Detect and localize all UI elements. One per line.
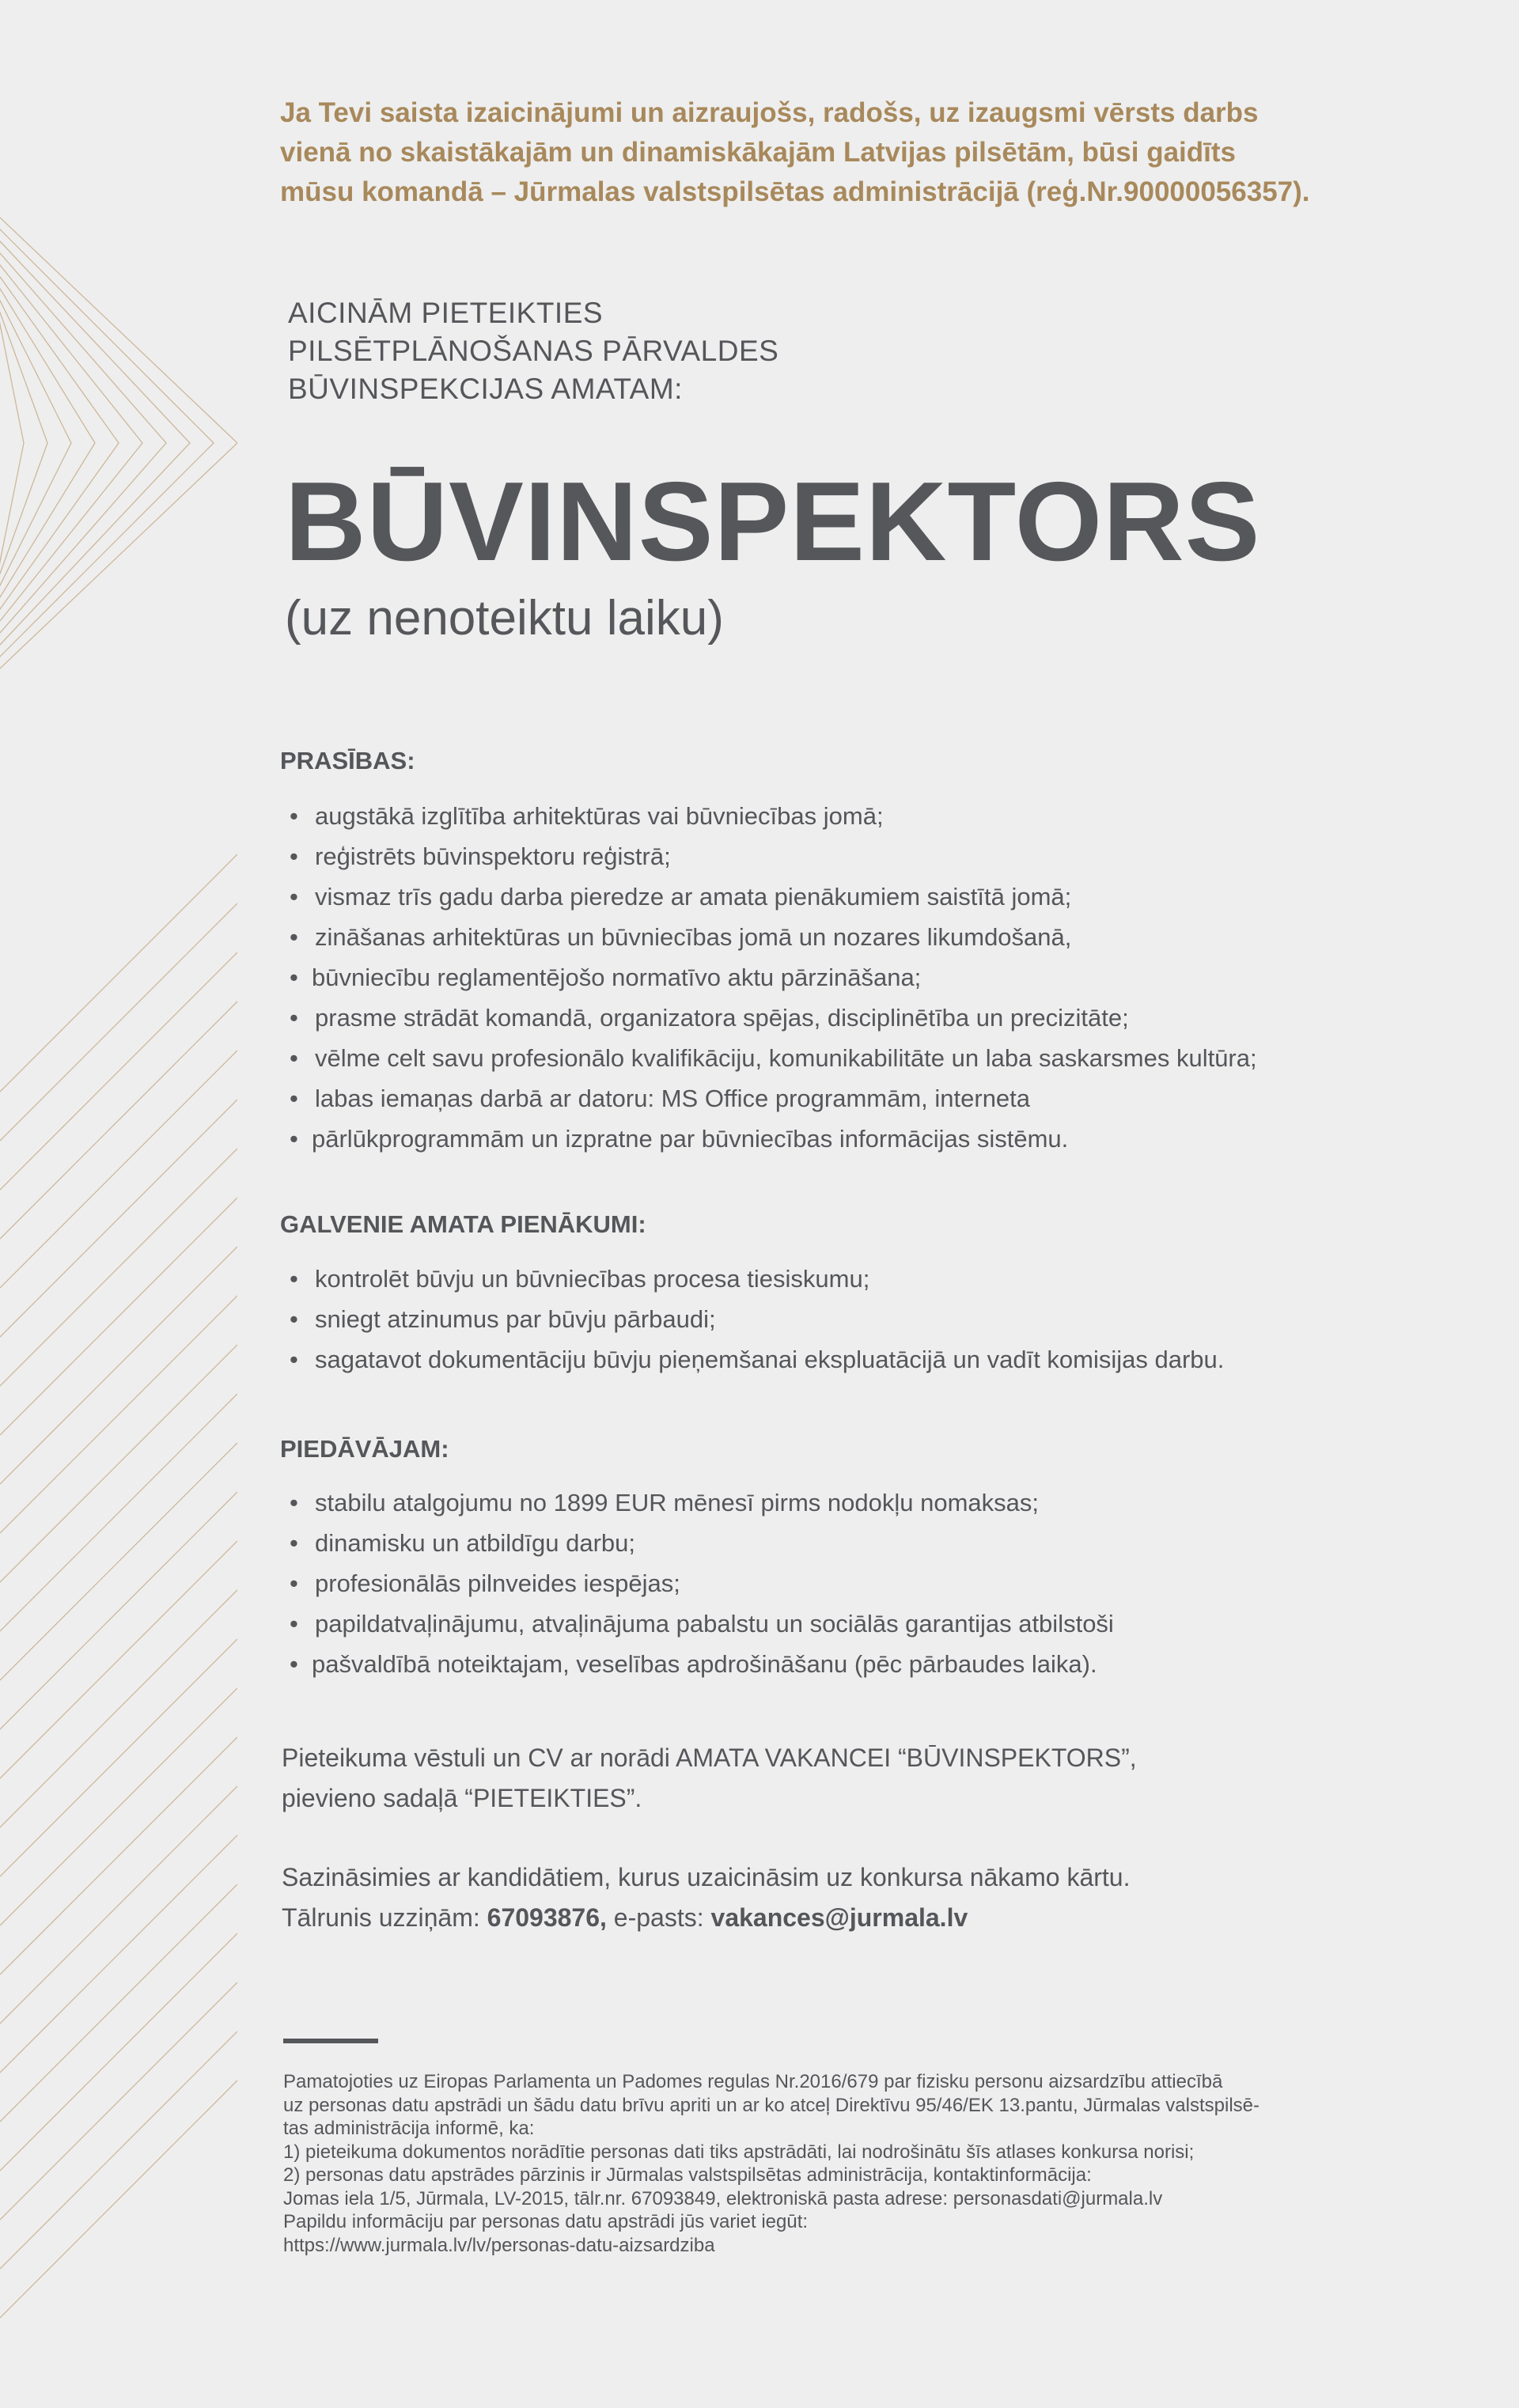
contact-info xyxy=(282,1857,1130,1938)
decorative-line xyxy=(0,1737,237,1974)
apply-line: pievieno sadaļā “PIETEIKTIES”. xyxy=(282,1784,642,1812)
privacy-line: Pamatojoties uz Eiropas Parlamenta un Padomes regulas Nr.2016/679 par fizisku personu aizsardzību attiecībā xyxy=(283,2071,1223,2092)
contact-details xyxy=(282,1898,1130,1938)
phone-number: 67093876, xyxy=(487,1903,607,1932)
apply-line: Pieteikuma vēstuli un CV ar norādi AMATA VAKANCEI “BŪVINSPEKTORS”, xyxy=(282,1744,1137,1772)
decorative-line xyxy=(0,2031,237,2269)
decorative-line xyxy=(0,16,214,870)
decorative-line xyxy=(0,63,166,823)
list-item: • profesionālās pilnveides iespējas; xyxy=(283,1563,1114,1603)
decorative-line xyxy=(0,1394,237,1631)
requirements-list xyxy=(283,796,1257,1159)
intro-text xyxy=(280,93,1467,212)
offer-list xyxy=(283,1482,1114,1684)
privacy-line: tas administrācija informē, ka: xyxy=(283,2118,535,2139)
decorative-line xyxy=(0,1933,237,2171)
apply-instructions xyxy=(282,1738,1137,1819)
decorative-line xyxy=(0,1149,237,1386)
decorative-line xyxy=(0,1296,237,1533)
decorative-line xyxy=(0,2080,237,2318)
list-item: • vēlme celt savu profesionālo kvalifikāciju, komunikabilitāte un laba saskarsmes kultūra; xyxy=(283,1038,1257,1078)
list-item: • sagatavot dokumentāciju būvju pieņemšanai ekspluatācijā un vadīt komisijas darbu. xyxy=(283,1339,1224,1380)
list-item-continuation: • būvniecību reglamentējošo normatīvo aktu pārzināšana; xyxy=(283,957,1257,998)
list-item: • vismaz trīs gadu darba pieredze ar amata pienākumiem saistītā jomā; xyxy=(283,876,1257,917)
list-item-continuation: • pārlūkprogrammām un izpratne par būvniecības informācijas sistēmu. xyxy=(283,1119,1257,1159)
list-item: • stabilu atalgojumu no 1899 EUR mēnesī pirms nodokļu nomaksas; xyxy=(283,1482,1114,1523)
list-item: • dinamisku un atbildīgu darbu; xyxy=(283,1523,1114,1563)
privacy-line: Papildu informāciju par personas datu apstrādi jūs variet iegūt: xyxy=(283,2211,809,2232)
privacy-line: Jomas iela 1/5, Jūrmala, LV-2015, tālr.nr. 67093849, elektroniskā pasta adrese: personasdati@jurmala.lv xyxy=(283,2187,1163,2209)
decorative-line xyxy=(0,1786,237,2024)
decorative-line xyxy=(0,1639,237,1876)
decorative-line xyxy=(0,1982,237,2220)
invite-line: PILSĒTPLĀNOŠANAS PĀRVALDES xyxy=(288,335,779,367)
position-subtitle: (uz nenoteiktu laiku) xyxy=(285,591,724,646)
decorative-line xyxy=(0,1247,237,1484)
decorative-chevron-pattern xyxy=(0,0,237,2408)
decorative-line xyxy=(0,952,237,1190)
list-item: • zināšanas arhitektūras un būvniecības jomā un nozares likumdošanā, xyxy=(283,917,1257,957)
decorative-line xyxy=(0,0,237,894)
decorative-line xyxy=(0,111,119,775)
privacy-line: https://www.jurmala.lv/lv/personas-datu-aizsardziba xyxy=(283,2234,715,2256)
list-item: • sniegt atzinumus par būvju pārbaudi; xyxy=(283,1299,1224,1339)
decorative-line xyxy=(0,1443,237,1680)
phone-label: Tālrunis uzziņām: xyxy=(282,1903,487,1932)
requirements-heading: PRASĪBAS: xyxy=(280,747,415,774)
decorative-line xyxy=(0,1100,237,1337)
decorative-line xyxy=(0,903,237,1141)
intro-line: vienā no skaistākajām un dinamiskākajām Latvijas pilsētām, būsi gaidīts xyxy=(280,137,1236,168)
decorative-line xyxy=(0,1590,237,1827)
privacy-notice xyxy=(283,2070,1260,2257)
decorative-line xyxy=(0,1492,237,1729)
intro-line: mūsu komandā – Jūrmalas valstspilsētas administrācijā (reģ.Nr.90000056357). xyxy=(280,176,1310,207)
privacy-line: 1) pieteikuma dokumentos norādītie personas dati tiks apstrādāti, lai nodrošinātu šīs atlases konkursa norisi; xyxy=(283,2141,1195,2163)
decorative-line xyxy=(0,1198,237,1435)
position-title: BŪVINSPEKTORS xyxy=(285,459,1261,585)
privacy-line: 2) personas datu apstrādes pārzinis ir Jūrmalas valstspilsētas administrācija, kontaktinformācija: xyxy=(283,2164,1092,2186)
list-item: • labas iemaņas darbā ar datoru: MS Office programmām, interneta xyxy=(283,1078,1257,1119)
email-address: vakances@jurmala.lv xyxy=(710,1903,968,1932)
email-label: e-pasts: xyxy=(606,1903,711,1932)
list-item-continuation: • pašvaldībā noteiktajam, veselības apdrošināšanu (pēc pārbaudes laika). xyxy=(283,1644,1114,1684)
decorative-line xyxy=(0,1688,237,1925)
decorative-line xyxy=(0,1001,237,1239)
invite-line: BŪVINSPEKCIJAS AMATAM: xyxy=(288,373,683,405)
invite-heading xyxy=(288,294,778,408)
list-item: • kontrolēt būvju un būvniecības procesa tiesiskumu; xyxy=(283,1259,1224,1299)
decorative-line xyxy=(0,854,237,1092)
list-item: • papildatvaļinājumu, atvaļinājuma pabalstu un sociālās garantijas atbilstoši xyxy=(283,1603,1114,1644)
intro-line: Ja Tevi saista izaicinājumi un aizraujošs, radošs, uz izaugsmi vērsts darbs xyxy=(280,97,1259,128)
decorative-line xyxy=(0,1835,237,2073)
list-item: • reģistrēts būvinspektoru reģistrā; xyxy=(283,836,1257,876)
offer-heading: PIEDĀVĀJAM: xyxy=(280,1435,449,1463)
decorative-line xyxy=(0,1051,237,1288)
decorative-line xyxy=(0,1884,237,2122)
decorative-line xyxy=(0,158,71,728)
privacy-line: uz personas datu apstrādi un šādu datu brīvu apriti un ar ko atceļ Direktīvu 95/46/EK 13.pantu, Jūrmalas valstspilsē- xyxy=(283,2094,1260,2116)
contact-line: Sazināsimies ar kandidātiem, kurus uzaicināsim uz konkursa nākamo kārtu. xyxy=(282,1863,1131,1891)
divider xyxy=(283,2039,378,2043)
decorative-line xyxy=(0,1541,237,1778)
decorative-line xyxy=(0,1345,237,1582)
list-item: • prasme strādāt komandā, organizatora spējas, disciplinētība un precizitāte; xyxy=(283,998,1257,1038)
duties-list xyxy=(283,1259,1224,1380)
duties-heading: GALVENIE AMATA PIENĀKUMI: xyxy=(280,1210,646,1238)
list-item: • augstākā izglītība arhitektūras vai būvniecības jomā; xyxy=(283,796,1257,836)
invite-line: AICINĀM PIETEIKTIES xyxy=(288,297,604,329)
